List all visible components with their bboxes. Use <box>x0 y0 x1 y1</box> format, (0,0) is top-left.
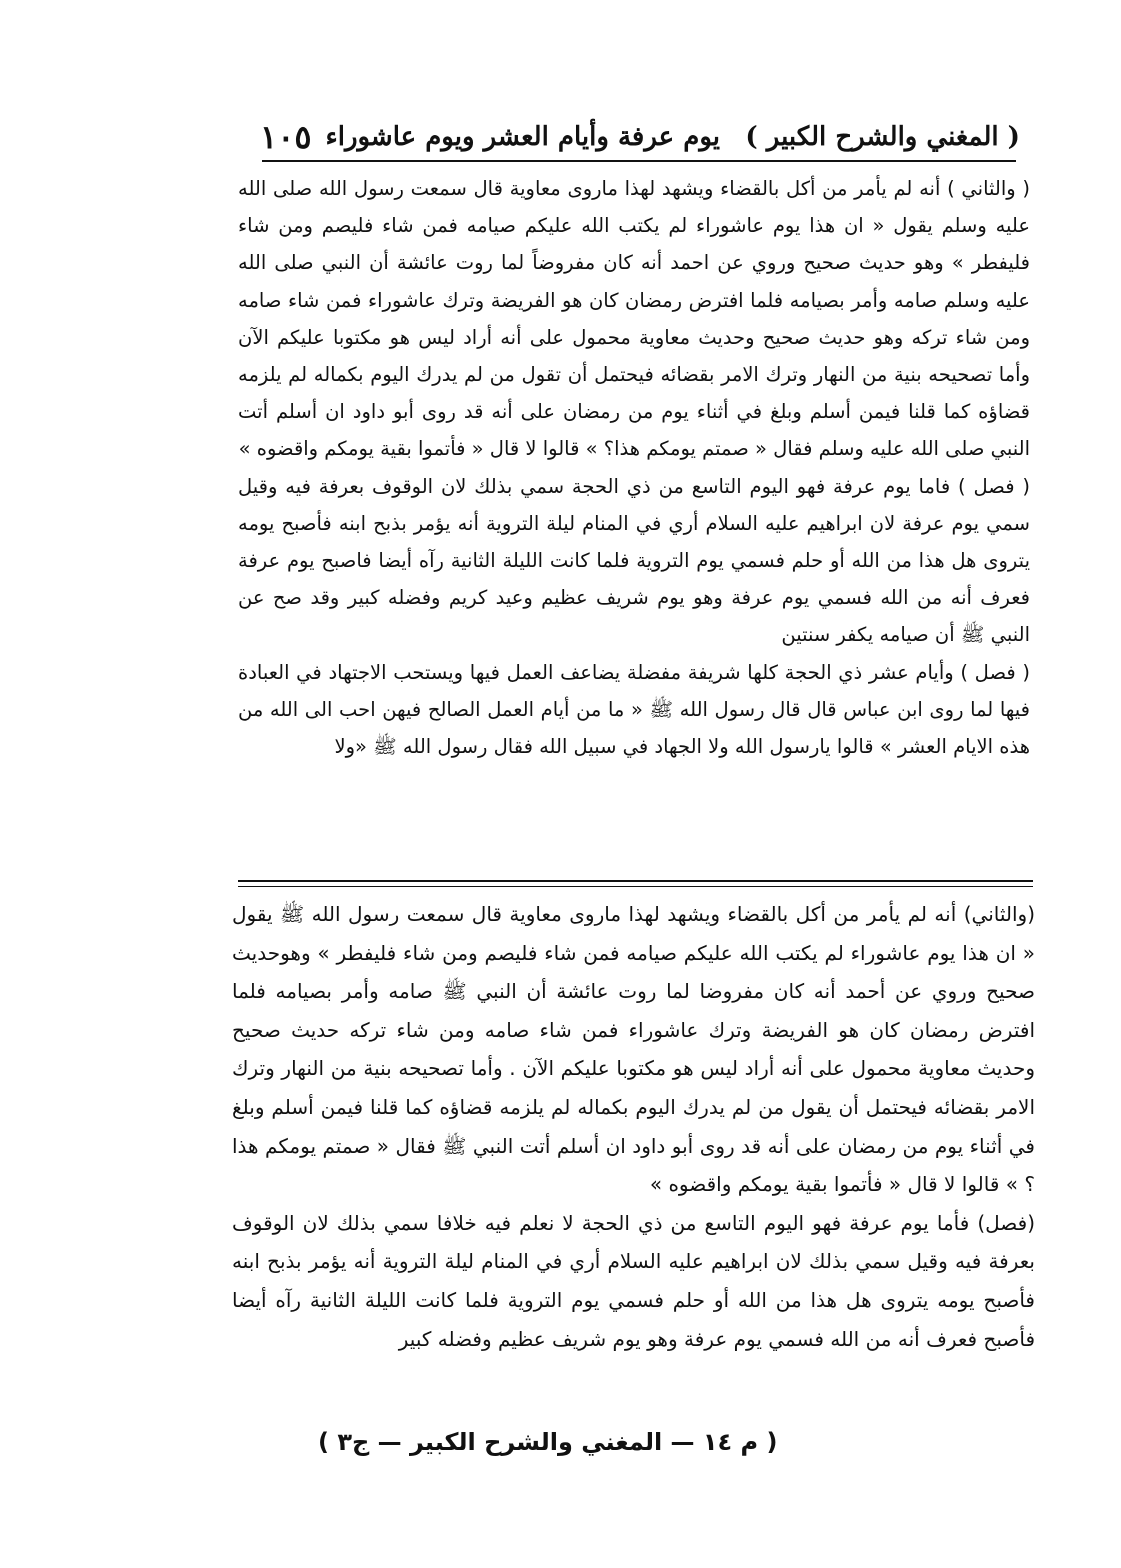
running-header <box>260 118 1020 164</box>
book-title: ( المغني والشرح الكبير ) <box>745 122 1020 152</box>
section-topic: يوم عرفة وأيام العشر ويوم عاشوراء <box>325 122 720 152</box>
separator-rule-thin <box>238 886 1033 887</box>
commentary-paragraph: (فصل) فأما يوم عرفة فهو اليوم التاسع من ذي الحجة لا نعلم فيه خلافا سمي بذلك لان الوقوف بعرفة فيه وقيل سمي بذلك لان ابراهيم عليه السلام أري في المنام ليلة التروية أنه يؤمر بذبح ابنه فأصبح يومه يتروى هل هذا من الله أو حلم فسمي يوم التروية فلما كانت الليلة الثانية رآه أيضا فأصبح فعرف أنه من الله فسمي يوم عرفة وهو يوم شريف عظيم وفضله كبير <box>232 1210 1035 1351</box>
main-paragraph: ( فصل ) فاما يوم عرفة فهو اليوم التاسع من ذي الحجة سمي بذلك لان الوقوف بعرفة فيه وقيل سمي يوم عرفة لان ابراهيم عليه السلام أري في المنام ليلة التروية أنه يؤمر بذبح ابنه فأصبح يومه يتروى هل هذا من الله أو حلم فسمي يوم التروية فلما كانت الليلة الثانية رآه أيضا فاصبح يوم عرفة فعرف أنه من الله فسمي يوم عرفة وهو يوم شريف عظيم وعيد كريم وفضله كبير وقد صح عن النبي ﷺ أن صيامه يكفر سنتين <box>238 474 1030 647</box>
page-number: ١٠٥ <box>260 118 312 156</box>
separator-rule <box>238 880 1033 882</box>
main-paragraph: ( فصل ) وأيام عشر ذي الحجة كلها شريفة مفضلة يضاعف العمل فيها ويستحب الاجتهاد في العبادة فيها لما روى ابن عباس قال قال رسول الله ﷺ « ما من أيام العمل الصالح فيهن احب الى الله من هذه الايام العشر » قالوا يارسول الله ولا الجهاد في سبيل الله فقال رسول الله ﷺ «ولا <box>238 660 1030 759</box>
main-text <box>238 170 1030 765</box>
header-rule <box>262 160 1016 162</box>
signature-line: ( م ١٤ — المغني والشرح الكبير — ج٣ ) <box>318 1428 778 1456</box>
commentary-paragraph: (والثاني) أنه لم يأمر من أكل بالقضاء ويشهد لهذا ماروى معاوية قال سمعت رسول الله ﷺ يقول « ان هذا يوم عاشوراء لم يكتب الله عليكم صيامه فمن شاء فليصم ومن شاء فليفطر » وهوحديث صحيح وروي عن أحمد أنه كان مفروضا لما روت عائشة أن النبي ﷺ صامه وأمر بصيامه فلما افترض رمضان كان هو الفريضة وترك عاشوراء فمن شاء صامه ومن شاء تركه حديث صحيح وحديث معاوية محمول على أنه أراد ليس هو مكتوبا عليكم الآن . وأما تصحيحه بنية من النهار وترك الامر بقضائه فيحتمل أن يقول من لم يدرك اليوم بكماله لم يلزمه قضاؤه كما قلنا فيمن أسلم وبلغ في أثناء يوم من رمضان على أنه قد روى أبو داود ان أسلم أتت النبي ﷺ فقال « صمتم يومكم هذا ؟ » قالوا لا قال « فأتموا بقية يومكم واقضوه » <box>232 902 1035 1197</box>
main-paragraph: ( والثاني ) أنه لم يأمر من أكل بالقضاء ويشهد لهذا ماروى معاوية قال سمعت رسول الله صلى الله عليه وسلم يقول « ان هذا يوم عاشوراء لم يكتب الله عليكم صيامه فمن شاء فليصم ومن شاء فليفطر » وهو حديث صحيح وروي عن احمد أنه كان مفروضاً لما روت عائشة أن النبي صلى الله عليه وسلم صامه وأمر بصيامه فلما افترض رمضان كان هو الفريضة وترك عاشوراء فمن شاء صامه ومن شاء تركه وهو حديث صحيح وحديث معاوية محمول على أنه أراد ليس هو مكتوبا عليكم الآن وأما تصحيحه بنية من النهار وترك الامر بقضائه فيحتمل أن تقول من لم يدرك اليوم بكماله لم يلزمه قضاؤه كما قلنا فيمن أسلم وبلغ في أثناء يوم من رمضان على أنه قد روى أبو داود ان أسلم أتت النبي صلى الله عليه وسلم فقال « صمتم يومكم هذا؟ » قالوا لا قال « فأتموا بقية يومكم واقضوه » <box>238 177 1030 461</box>
commentary-text <box>232 895 1035 1358</box>
